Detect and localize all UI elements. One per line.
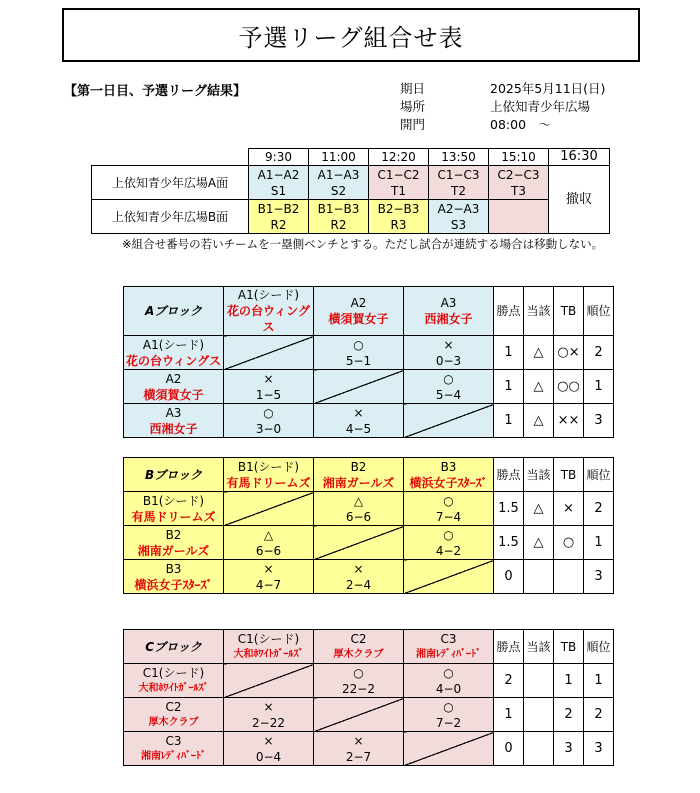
court-name: 上依知青少年広場B面	[92, 200, 249, 234]
stat-cell: 1.5	[494, 526, 524, 560]
team-seed: C3	[165, 733, 182, 748]
result-mark: ×	[263, 371, 274, 386]
result-score: 6−6	[345, 509, 372, 524]
meta-label: 開門	[400, 117, 426, 132]
team-name: 湘南ﾚﾃﾞｨﾊﾞｰﾄﾞ	[416, 648, 481, 660]
stat-cell: 1	[494, 404, 524, 438]
result-score: 2−22	[252, 715, 285, 730]
team-name: 花の台ウィングス	[126, 353, 221, 368]
team-name: 西湘女子	[424, 312, 473, 326]
stat-cell: 0	[494, 560, 524, 594]
meta-value: 上依知青少年広場	[490, 99, 591, 114]
team-header	[314, 458, 404, 492]
team-seed: C1(シード)	[237, 631, 300, 646]
block-name: Aブロック	[124, 287, 224, 336]
result-score: 4−7	[255, 577, 282, 592]
self-match-cell	[224, 336, 314, 370]
stat-cell: ○	[554, 526, 584, 560]
stat-cell: ××	[554, 404, 584, 438]
stat-header: 順位	[584, 630, 614, 664]
match-pair: C1−C3	[437, 167, 480, 182]
stat-cell: 2	[554, 698, 584, 732]
stat-header: 勝点	[494, 458, 524, 492]
team-seed: A1(シード)	[142, 337, 205, 352]
team-seed: B1(シード)	[237, 459, 300, 474]
league-table-block-0	[123, 286, 614, 438]
time-slot: 12:20	[369, 149, 429, 166]
match-code: T2	[451, 183, 466, 198]
match-pair: C2−C3	[497, 167, 540, 182]
stat-cell: 1.5	[494, 492, 524, 526]
self-match-cell	[224, 492, 314, 526]
team-name: 湘南ガールズ	[322, 475, 395, 490]
stat-header: 当該	[524, 458, 554, 492]
stat-header: TB	[554, 630, 584, 664]
stat-cell: 2	[584, 698, 614, 732]
match-cell	[489, 166, 549, 200]
match-code: S1	[270, 183, 287, 198]
league-row	[124, 664, 614, 698]
league-row	[124, 492, 614, 526]
stat-cell	[524, 732, 554, 766]
stat-cell: 1	[584, 526, 614, 560]
stat-cell: △	[524, 336, 554, 370]
team-name: 大和ﾎﾜｲﾄｶﾞｰﾙｽﾞ	[138, 682, 209, 694]
self-match-cell	[404, 732, 494, 766]
result-score: 1−5	[255, 387, 282, 402]
result-cell	[404, 698, 494, 732]
match-code: S3	[450, 217, 467, 232]
result-score: 5−4	[435, 387, 462, 402]
stat-cell: △	[524, 370, 554, 404]
page-title: 予選リーグ組合せ表	[62, 8, 640, 62]
stat-header: 当該	[524, 287, 554, 336]
league-table-block-2	[123, 629, 614, 766]
result-score: 4−5	[345, 421, 372, 436]
match-pair: A2−A3	[437, 201, 480, 216]
result-mark: ○	[443, 371, 454, 386]
team-seed: B2	[350, 459, 367, 474]
stat-cell: 3	[584, 560, 614, 594]
team-name: 湘南ﾚﾃﾞｨﾊﾞｰﾄﾞ	[141, 750, 206, 762]
stat-cell: ○×	[554, 336, 584, 370]
meta-value: 2025年5月11日(日)	[490, 81, 606, 96]
stat-header: 順位	[584, 458, 614, 492]
team-header	[224, 458, 314, 492]
block-name: Bブロック	[124, 458, 224, 492]
team-seed: C2	[165, 699, 182, 714]
result-cell	[224, 404, 314, 438]
event-meta	[400, 80, 605, 134]
result-cell	[224, 698, 314, 732]
schedule-row-court-b	[92, 200, 610, 234]
result-cell	[404, 370, 494, 404]
match-pair: B1−B3	[317, 201, 360, 216]
result-mark: △	[353, 493, 364, 508]
team-seed: B3	[440, 459, 457, 474]
team-header	[314, 630, 404, 664]
match-pair: B1−B2	[257, 201, 300, 216]
self-match-cell	[224, 664, 314, 698]
team-header	[314, 287, 404, 336]
result-cell	[404, 664, 494, 698]
team-name: 横須賀女子	[143, 387, 204, 402]
team-name: 横浜女子ｽﾀｰｽﾞ	[409, 475, 488, 490]
team-name: 西湘女子	[149, 421, 198, 436]
league-row	[124, 698, 614, 732]
team-name: 厚木クラブ	[333, 648, 384, 660]
stat-cell: 1	[554, 664, 584, 698]
match-code: R3	[390, 217, 407, 232]
stat-header: 当該	[524, 630, 554, 664]
stat-header: 順位	[584, 287, 614, 336]
league-row	[124, 404, 614, 438]
result-score: 7−2	[435, 715, 462, 730]
match-pair: A1−A2	[257, 167, 300, 182]
result-cell	[314, 404, 404, 438]
stat-cell: 1	[494, 698, 524, 732]
team-seed: A1(シード)	[237, 288, 300, 302]
result-score: 7−4	[435, 509, 462, 524]
result-mark: ×	[263, 733, 274, 748]
league-header-row	[124, 458, 614, 492]
meta-date	[400, 80, 605, 98]
result-cell	[404, 336, 494, 370]
team-seed: B1(シード)	[142, 493, 205, 508]
result-score: 5−1	[345, 353, 372, 368]
schedule-row-court-a	[92, 166, 610, 200]
result-mark: ○	[353, 337, 364, 352]
stat-cell: 3	[584, 404, 614, 438]
league-header-row	[124, 287, 614, 336]
match-code: R2	[270, 217, 287, 232]
result-mark: ×	[443, 337, 454, 352]
result-score: 22−2	[342, 681, 375, 696]
stat-cell: 2	[584, 492, 614, 526]
stat-cell: ○○	[554, 370, 584, 404]
self-match-cell	[404, 404, 494, 438]
result-cell	[314, 732, 404, 766]
stat-cell: ×	[554, 492, 584, 526]
result-cell	[224, 560, 314, 594]
result-mark: ×	[353, 733, 364, 748]
result-mark: ×	[353, 405, 364, 420]
row-team	[124, 664, 224, 698]
self-match-cell	[314, 698, 404, 732]
stat-cell	[554, 560, 584, 594]
result-cell	[224, 526, 314, 560]
result-score: 6−6	[255, 543, 282, 558]
stat-cell: 1	[494, 370, 524, 404]
stat-cell: 2	[584, 336, 614, 370]
court-name: 上依知青少年広場A面	[92, 166, 249, 200]
team-header	[224, 630, 314, 664]
meta-label: 期日	[400, 81, 426, 96]
result-cell	[224, 370, 314, 404]
stat-cell: 3	[584, 732, 614, 766]
stat-cell: 2	[494, 664, 524, 698]
row-team	[124, 492, 224, 526]
end-cell: 撤収	[549, 166, 610, 234]
league-row	[124, 370, 614, 404]
stat-cell: △	[524, 526, 554, 560]
team-header	[404, 630, 494, 664]
result-score: 2−7	[345, 749, 372, 764]
result-mark: ○	[443, 665, 454, 680]
team-seed: B3	[165, 561, 182, 576]
result-cell	[404, 492, 494, 526]
match-code: T3	[511, 183, 526, 198]
result-mark: ○	[443, 493, 454, 508]
match-cell	[309, 166, 369, 200]
team-header	[404, 287, 494, 336]
league-header-row	[124, 630, 614, 664]
result-cell	[404, 526, 494, 560]
match-cell	[429, 200, 489, 234]
self-match-cell	[404, 560, 494, 594]
team-seed: C3	[440, 631, 457, 646]
team-name: 有馬ドリームズ	[131, 509, 216, 524]
stat-cell: 0	[494, 732, 524, 766]
row-team	[124, 698, 224, 732]
match-cell	[369, 200, 429, 234]
stat-header: 勝点	[494, 287, 524, 336]
match-cell-empty	[489, 200, 549, 234]
schedule-table	[91, 148, 610, 234]
result-score: 0−3	[435, 353, 462, 368]
match-code: S2	[330, 183, 347, 198]
row-team	[124, 336, 224, 370]
match-cell	[249, 166, 309, 200]
result-cell	[314, 664, 404, 698]
schedule-time-row	[92, 149, 610, 166]
team-name: 有馬ドリームズ	[226, 475, 311, 490]
match-pair: C1−C2	[377, 167, 420, 182]
team-seed: A2	[350, 296, 367, 310]
stat-cell: 1	[494, 336, 524, 370]
result-cell	[224, 732, 314, 766]
time-slot: 16:30	[549, 149, 610, 166]
team-header	[404, 458, 494, 492]
meta-gate	[400, 116, 605, 134]
row-team	[124, 526, 224, 560]
result-mark: △	[263, 527, 274, 542]
stat-header: 勝点	[494, 630, 524, 664]
match-cell	[309, 200, 369, 234]
stat-cell	[524, 664, 554, 698]
result-mark: ×	[263, 561, 274, 576]
stat-cell	[524, 560, 554, 594]
result-mark: ×	[353, 561, 364, 576]
result-mark: ○	[443, 527, 454, 542]
meta-label: 場所	[400, 99, 426, 114]
time-slot: 13:50	[429, 149, 489, 166]
time-slot: 11:00	[309, 149, 369, 166]
result-heading: 【第一日目、予選リーグ結果】	[64, 84, 247, 99]
row-team	[124, 404, 224, 438]
league-row	[124, 526, 614, 560]
result-score: 4−0	[435, 681, 462, 696]
team-name: 大和ﾎﾜｲﾄｶﾞｰﾙｽﾞ	[233, 648, 304, 660]
match-pair: A1−A3	[317, 167, 360, 182]
result-score: 4−2	[435, 543, 462, 558]
stat-cell	[524, 698, 554, 732]
self-match-cell	[314, 370, 404, 404]
stat-header: TB	[554, 458, 584, 492]
stat-cell: △	[524, 404, 554, 438]
block-name: Cブロック	[124, 630, 224, 664]
time-slot: 9:30	[249, 149, 309, 166]
schedule-corner	[92, 149, 249, 166]
team-seed: A3	[440, 296, 457, 310]
stat-header: TB	[554, 287, 584, 336]
result-mark: ×	[263, 699, 274, 714]
stat-cell: 1	[584, 664, 614, 698]
row-team	[124, 370, 224, 404]
team-name: 湘南ガールズ	[137, 543, 210, 558]
meta-place	[400, 98, 605, 116]
match-cell	[429, 166, 489, 200]
result-score: 0−4	[255, 749, 282, 764]
match-code: R2	[330, 217, 347, 232]
league-row	[124, 336, 614, 370]
result-mark: ○	[443, 699, 454, 714]
result-score: 3−0	[255, 421, 282, 436]
meta-value: 08:00 ～	[490, 117, 552, 132]
match-cell	[249, 200, 309, 234]
team-name: 厚木クラブ	[148, 716, 199, 728]
team-name: 横浜女子ｽﾀｰｽﾞ	[134, 577, 213, 592]
time-slot: 15:10	[489, 149, 549, 166]
result-cell	[314, 492, 404, 526]
team-header	[224, 287, 314, 336]
row-team	[124, 732, 224, 766]
team-seed: A2	[165, 371, 182, 386]
match-pair: B2−B3	[377, 201, 420, 216]
self-match-cell	[314, 526, 404, 560]
team-seed: B2	[165, 527, 182, 542]
team-seed: C1(シード)	[142, 665, 205, 680]
row-team	[124, 560, 224, 594]
bench-note: ※組合せ番号の若いチームを一塁側ベンチとする。ただし試合が連続する場合は移動しない。	[122, 237, 604, 251]
team-name: 横須賀女子	[328, 312, 389, 326]
team-seed: C2	[350, 631, 367, 646]
match-cell	[369, 166, 429, 200]
league-table-block-1	[123, 457, 614, 594]
result-cell	[314, 560, 404, 594]
stat-cell: 1	[584, 370, 614, 404]
team-seed: A3	[165, 405, 182, 420]
result-cell	[314, 336, 404, 370]
stat-cell: 3	[554, 732, 584, 766]
team-name: 花の台ウィングス	[226, 304, 311, 334]
result-mark: ○	[353, 665, 364, 680]
stat-cell: △	[524, 492, 554, 526]
result-mark: ○	[263, 405, 274, 420]
result-score: 2−4	[345, 577, 372, 592]
league-row	[124, 560, 614, 594]
league-row	[124, 732, 614, 766]
match-code: T1	[391, 183, 406, 198]
